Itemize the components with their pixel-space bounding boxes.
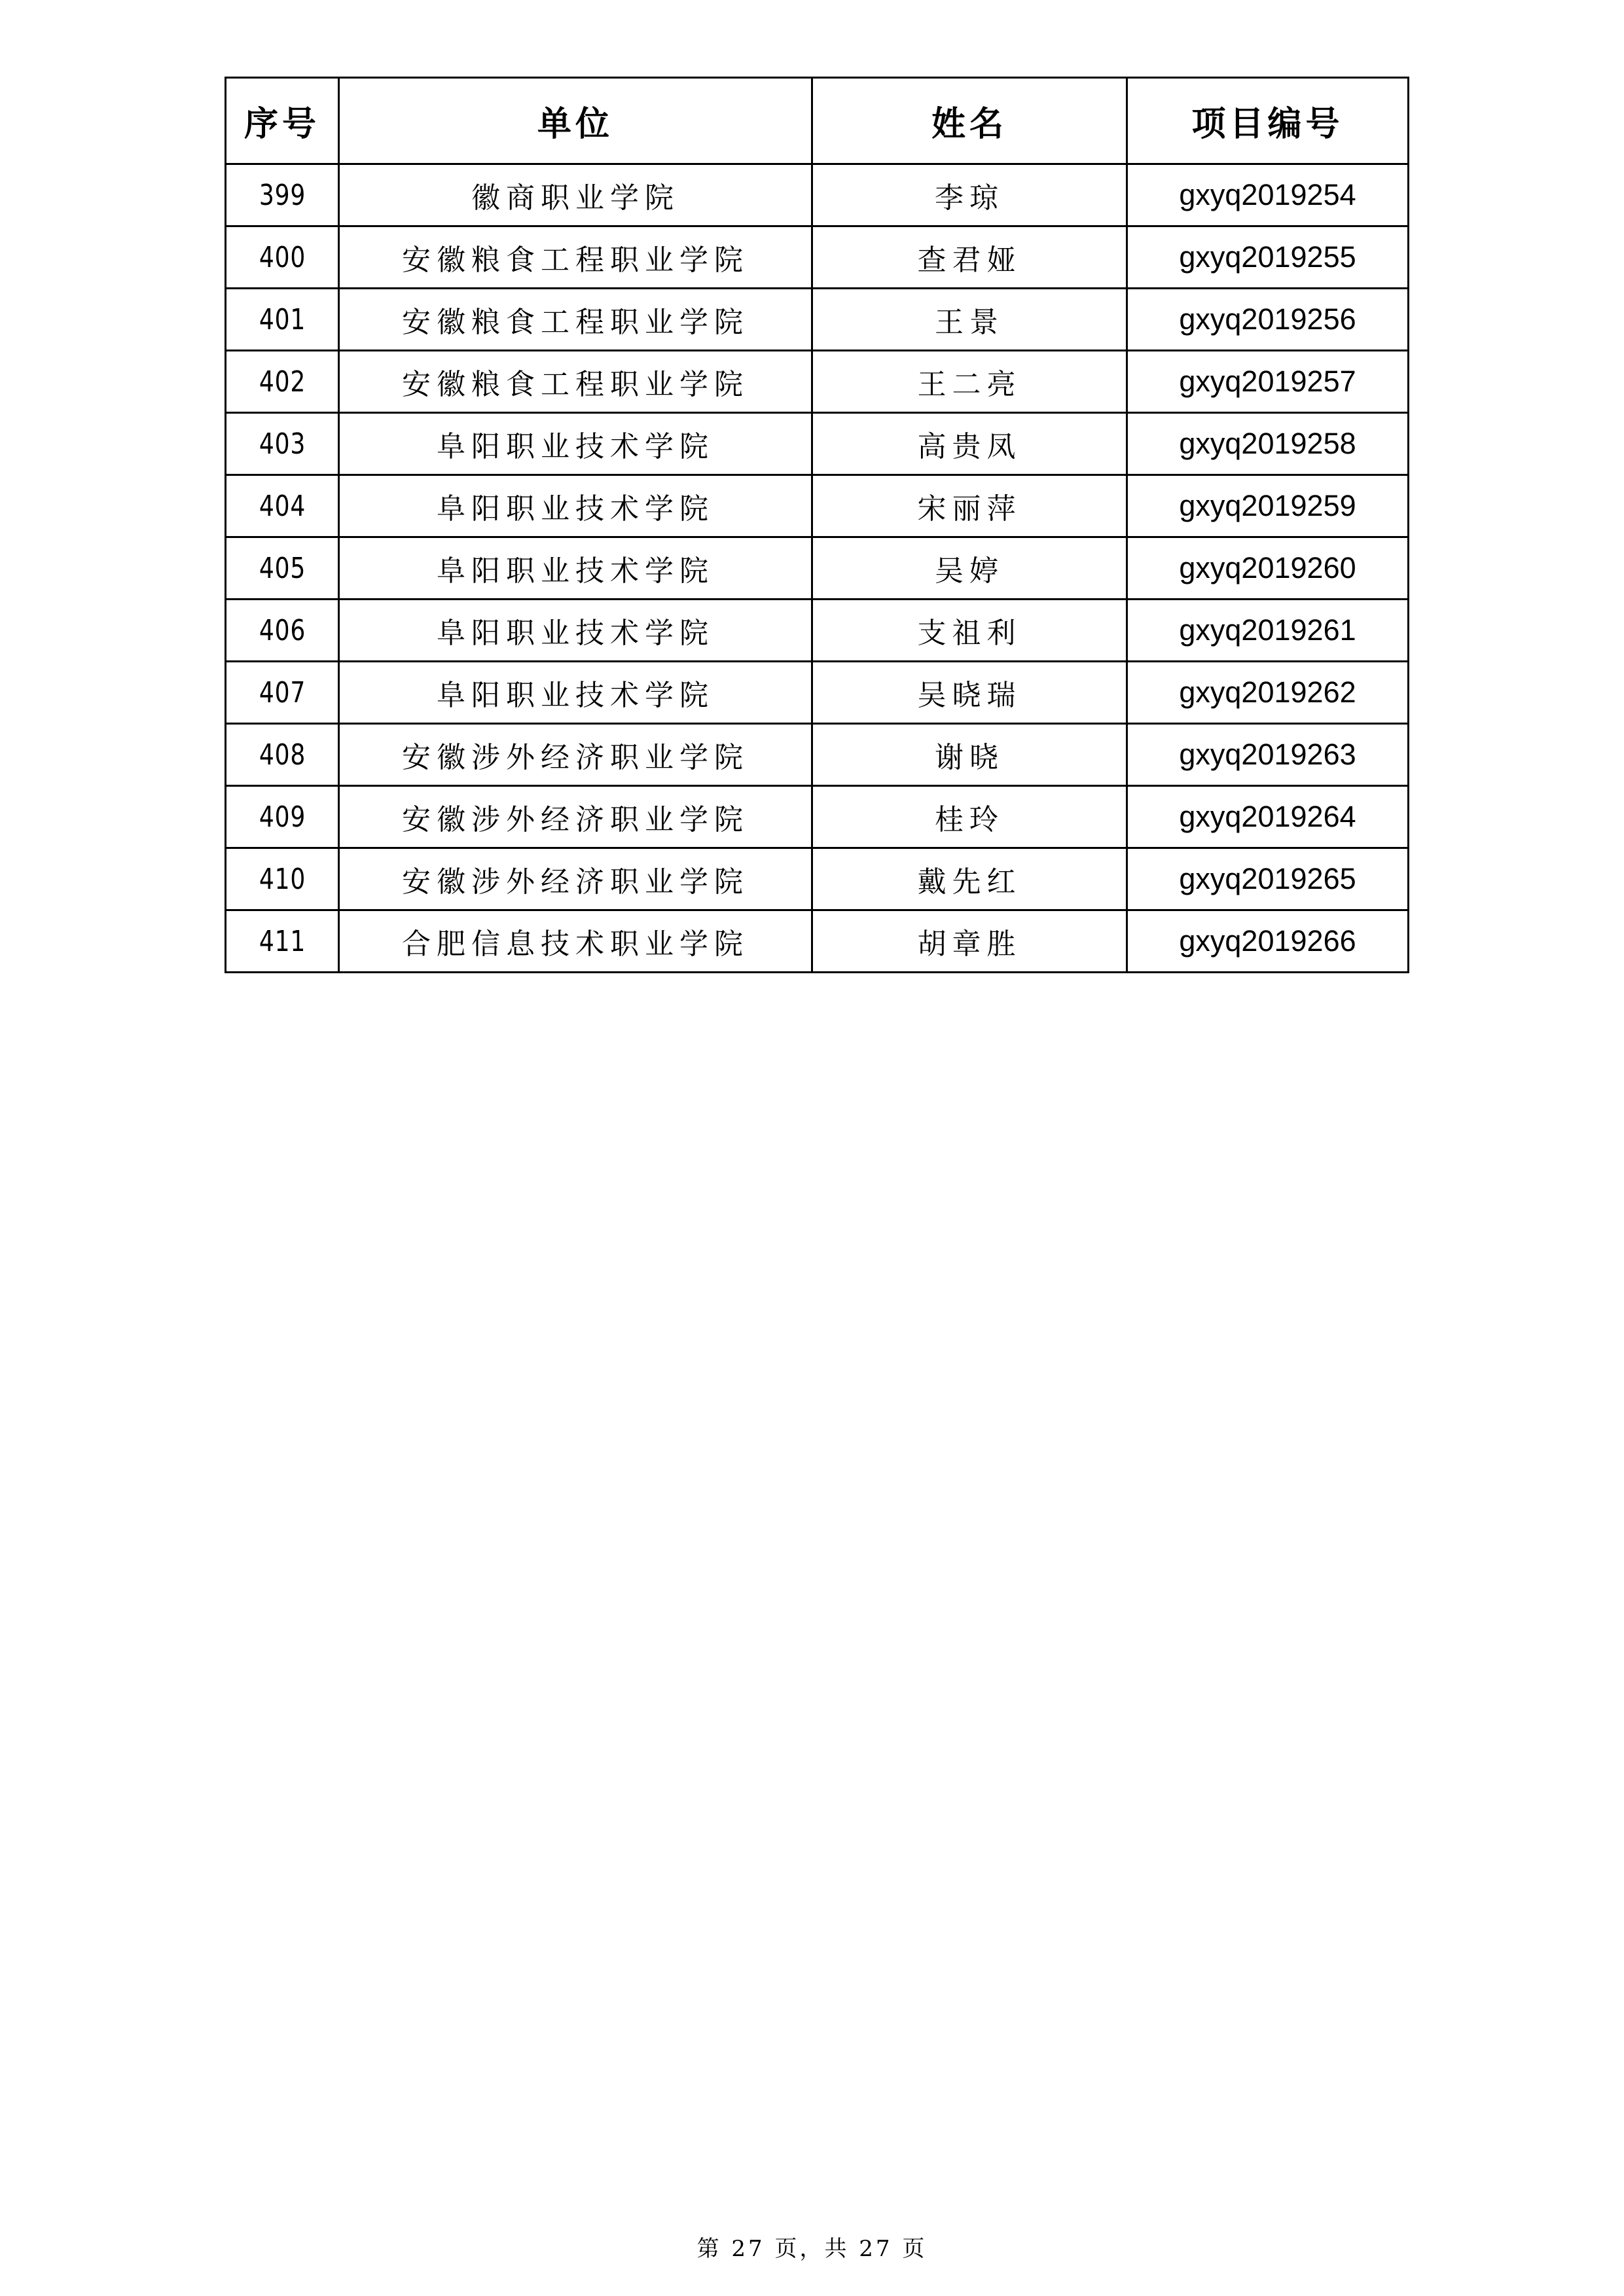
table-row xyxy=(226,537,1409,600)
cell-seq xyxy=(226,724,339,786)
cell-code: gxyq2019265 xyxy=(1127,848,1409,910)
cell-code: gxyq2019264 xyxy=(1127,786,1409,848)
cell-name: 戴先红 xyxy=(812,848,1127,910)
cell-unit: 安徽粮食工程职业学院 xyxy=(339,351,812,413)
cell-code: gxyq2019261 xyxy=(1127,600,1409,662)
seq-text: 410 xyxy=(259,862,306,896)
seq-text: 409 xyxy=(259,800,306,834)
header-unit: 单位 xyxy=(339,78,812,164)
seq-text: 402 xyxy=(259,365,306,399)
table-row xyxy=(226,662,1409,724)
cell-code: gxyq2019260 xyxy=(1127,537,1409,600)
cell-unit: 安徽涉外经济职业学院 xyxy=(339,786,812,848)
table-row xyxy=(226,600,1409,662)
cell-name: 高贵凤 xyxy=(812,413,1127,475)
seq-text: 404 xyxy=(259,489,306,523)
cell-unit: 阜阳职业技术学院 xyxy=(339,413,812,475)
cell-seq xyxy=(226,413,339,475)
seq-text: 400 xyxy=(259,240,306,274)
table-row xyxy=(226,475,1409,537)
cell-code: gxyq2019262 xyxy=(1127,662,1409,724)
cell-seq xyxy=(226,910,339,973)
cell-seq xyxy=(226,662,339,724)
page-footer: 第 27 页，共 27 页 xyxy=(696,2236,928,2262)
cell-code: gxyq2019257 xyxy=(1127,351,1409,413)
cell-name: 吴晓瑞 xyxy=(812,662,1127,724)
cell-unit: 安徽粮食工程职业学院 xyxy=(339,289,812,351)
seq-text: 403 xyxy=(259,427,306,461)
cell-seq xyxy=(226,848,339,910)
cell-unit: 阜阳职业技术学院 xyxy=(339,475,812,537)
table-row xyxy=(226,848,1409,910)
seq-text: 405 xyxy=(259,551,306,585)
table-row xyxy=(226,164,1409,226)
header-row xyxy=(226,78,1409,164)
seq-text: 407 xyxy=(259,675,306,709)
seq-text: 399 xyxy=(259,178,306,212)
cell-name: 查君娅 xyxy=(812,226,1127,289)
seq-text: 408 xyxy=(259,738,306,772)
roster-table xyxy=(225,77,1409,973)
seq-text: 411 xyxy=(259,924,306,958)
cell-unit: 阜阳职业技术学院 xyxy=(339,600,812,662)
table-row xyxy=(226,226,1409,289)
cell-code: gxyq2019258 xyxy=(1127,413,1409,475)
cell-seq xyxy=(226,164,339,226)
cell-code: gxyq2019263 xyxy=(1127,724,1409,786)
cell-seq xyxy=(226,537,339,600)
table-row xyxy=(226,289,1409,351)
cell-name: 李琼 xyxy=(812,164,1127,226)
cell-name: 宋丽萍 xyxy=(812,475,1127,537)
cell-name: 吴婷 xyxy=(812,537,1127,600)
header-code: 项目编号 xyxy=(1127,78,1409,164)
cell-name: 王景 xyxy=(812,289,1127,351)
table-row xyxy=(226,786,1409,848)
cell-seq xyxy=(226,351,339,413)
cell-unit: 阜阳职业技术学院 xyxy=(339,537,812,600)
cell-seq xyxy=(226,289,339,351)
cell-code: gxyq2019255 xyxy=(1127,226,1409,289)
cell-code: gxyq2019254 xyxy=(1127,164,1409,226)
cell-unit: 阜阳职业技术学院 xyxy=(339,662,812,724)
table-row xyxy=(226,724,1409,786)
cell-seq xyxy=(226,600,339,662)
table-row xyxy=(226,910,1409,973)
cell-unit: 安徽粮食工程职业学院 xyxy=(339,226,812,289)
seq-text: 406 xyxy=(259,613,306,647)
cell-seq xyxy=(226,475,339,537)
cell-name: 谢晓 xyxy=(812,724,1127,786)
header-seq: 序号 xyxy=(226,78,339,164)
cell-name: 胡章胜 xyxy=(812,910,1127,973)
cell-code: gxyq2019256 xyxy=(1127,289,1409,351)
cell-unit: 徽商职业学院 xyxy=(339,164,812,226)
cell-code: gxyq2019259 xyxy=(1127,475,1409,537)
table-body xyxy=(226,164,1409,973)
table-row xyxy=(226,351,1409,413)
cell-seq xyxy=(226,226,339,289)
table-row xyxy=(226,413,1409,475)
cell-name: 桂玲 xyxy=(812,786,1127,848)
cell-unit: 安徽涉外经济职业学院 xyxy=(339,848,812,910)
cell-name: 王二亮 xyxy=(812,351,1127,413)
cell-unit: 安徽涉外经济职业学院 xyxy=(339,724,812,786)
table-header xyxy=(226,78,1409,164)
cell-name: 支祖利 xyxy=(812,600,1127,662)
cell-code: gxyq2019266 xyxy=(1127,910,1409,973)
cell-seq xyxy=(226,786,339,848)
seq-text: 401 xyxy=(259,302,306,336)
cell-unit: 合肥信息技术职业学院 xyxy=(339,910,812,973)
header-name: 姓名 xyxy=(812,78,1127,164)
